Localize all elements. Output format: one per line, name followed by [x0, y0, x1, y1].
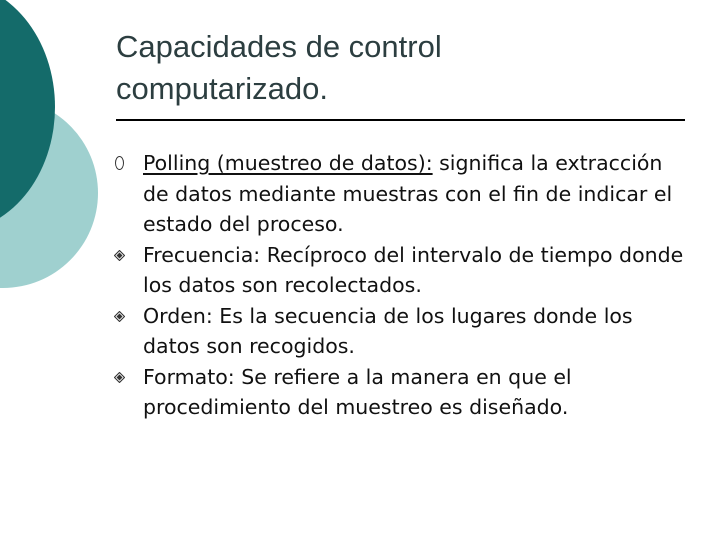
bullet-orden [114, 301, 694, 362]
diamond-bullet-icon [114, 301, 128, 332]
title-line-2: computarizado. [116, 71, 328, 106]
diamond-bullet-icon [114, 362, 128, 393]
bullet-formato [114, 362, 694, 423]
title-line-1: Capacidades de control [116, 29, 442, 64]
bullet-frecuencia [114, 240, 694, 301]
bullet-list [114, 148, 694, 423]
diamond-bullet-icon [114, 240, 128, 271]
bullet-polling [114, 148, 694, 240]
bullet-text: Orden: Es la secuencia de los lugares donde los datos son recogidos. [143, 303, 633, 358]
slide-title [116, 26, 676, 110]
title-divider [116, 119, 685, 121]
bullet-term: Polling (muestreo de datos): [143, 151, 433, 175]
hollow-circle-bullet-icon [114, 148, 128, 179]
bullet-text: significa la extracción de datos mediante muestras con el fin de indicar el estado del proceso. [143, 151, 673, 236]
bullet-text: Frecuencia: Recíproco del intervalo de tiempo donde los datos son recolectados. [143, 242, 684, 297]
bullet-text: Formato: Se refiere a la manera en que el procedimiento del muestreo es diseñado. [143, 364, 572, 419]
